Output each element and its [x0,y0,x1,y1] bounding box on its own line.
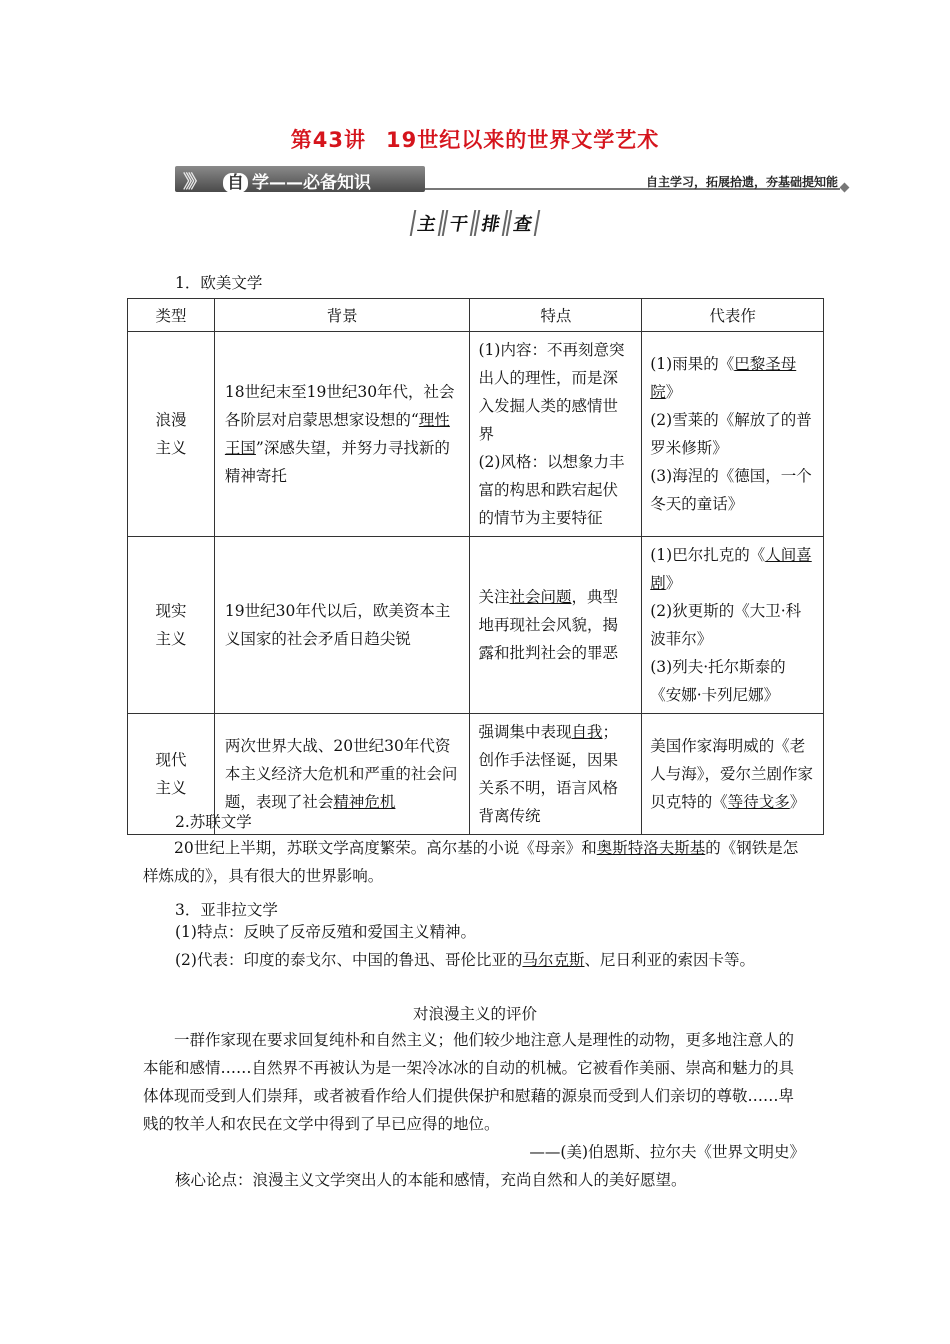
type-text: 浪漫 [155,411,187,429]
section-heading-1: 1．欧美文学 [175,274,263,292]
keyword: 理性王国 [224,411,450,457]
text: (1)雨果的《 [650,355,735,373]
paragraph-features: (1)特点：反映了反帝反殖和爱国主义精神。 [175,923,476,941]
table-header-row [128,299,824,332]
text: ；创作手法怪诞，因果关系不明，语言风格背离传统 [478,723,619,825]
literature-table [127,298,824,835]
review-body: 一群作家现在要求回复纯朴和自然主义；他们较少地注意人是理性的动物，更多地注意人的本能和感情……自然界不再被认为是一架冷冰冰的自动的机械。它被看作美丽、崇高和魅力的具体体现而受到人们崇拜，或者被看作给人们提供保护和慰藉的源泉而受到人们亲切的尊敬……卑贱的牧羊人和农民在文学中得到了早已应得的地位。 [143,1031,795,1133]
works-cell [642,714,824,835]
text: (3)列夫·托尔斯泰的《安娜·卡列尼娜》 [650,658,786,704]
column-header: 特点 [470,299,642,332]
subtitle-char: 干 [442,210,477,236]
text: (2)狄更斯的《大卫·科波菲尔》 [650,602,802,648]
text: 18世纪末至19世纪30年代，社会各阶层对启蒙思想家设想的“ [224,383,455,429]
text: (1)巴尔扎克的《 [650,546,766,564]
keyword: 自我 [571,723,603,741]
background-cell [214,714,470,835]
text: 》 [789,793,806,811]
subtitle-char: 排 [474,210,509,236]
type-cell [128,537,215,714]
text: ”深感失望，并努力寻找新的精神寄托 [224,439,450,485]
text: ，典型地再现社会风貌，揭露和批判社会的罪恶 [478,588,619,662]
type-text: 主义 [155,630,187,648]
background-cell [214,537,470,714]
keyword: 精神危机 [333,793,396,811]
paragraph-soviet [143,834,808,890]
review-title: 对浪漫主义的评价 [412,1005,537,1023]
works-cell [642,332,824,537]
text: (3)海涅的《德国，一个冬天的童话》 [650,467,812,513]
column-header: 类型 [128,299,215,332]
banner-slogan: 自主学习，拓展拾遗，夯基础提知能 [645,175,838,189]
keyword: 等待戈多 [727,793,790,811]
keyword: 巴黎圣母院 [650,355,797,401]
text: 》 [665,574,682,592]
paragraph-representatives [175,946,755,974]
lecture-topic: 19世纪以来的世界文学艺术 [386,128,660,152]
table-row [128,537,824,714]
keyword: 社会问题 [509,588,572,606]
page-title [0,124,950,154]
works-cell [642,537,824,714]
text: 19世纪30年代以后，欧美资本主义国家的社会矛盾日趋尖锐 [224,602,451,648]
type-text: 主义 [155,779,187,797]
text: 20世纪上半期，苏联文学高度繁荣。高尔基的小说《母亲》和 [174,839,597,857]
text: 美国作家海明威的《老人与海》，爱尔兰剧作家贝克特的《 [650,737,813,811]
background-cell [214,332,470,537]
review-source: ——(美)伯恩斯、拉尔夫《世界文明史》 [529,1143,805,1161]
type-cell [128,332,215,537]
type-text: 主义 [155,439,187,457]
text: 两次世界大战、20世纪30年代资本主义经济大危机和严重的社会问题，表现了社会 [224,737,458,811]
keyword: 奥斯特洛夫斯基 [596,839,706,857]
text: 关注 [478,588,510,606]
banner-text: 学——必备知识 [252,173,371,193]
keyword: 马尔克斯 [522,951,585,969]
table-row [128,332,824,537]
text: 强调集中表现 [478,723,572,741]
core-point: 核心论点：浪漫主义文学突出人的本能和感情，充尚自然和人的美好愿望。 [175,1171,687,1189]
text: 》 [665,383,682,401]
feature-cell [470,332,642,537]
text: 的《钢铁是怎样炼成的》，具有很大的世界影响。 [143,839,799,885]
feature-cell [470,714,642,835]
section-banner [175,166,425,192]
column-header: 代表作 [642,299,824,332]
column-header: 背景 [214,299,470,332]
feature-cell [470,537,642,714]
text: (2)风格：以想象力丰富的构思和跌宕起伏的情节为主要特征 [478,453,625,527]
lecture-number: 第43讲 [290,128,366,152]
banner-label [223,168,371,193]
type-text: 现代 [155,751,187,769]
section-heading-2: 2.苏联文学 [175,813,252,831]
text: (1)内容：不再刻意突出人的理性，而是深入发掘人类的感情世界 [478,341,625,443]
banner-char: 自 [223,173,248,193]
subtitle-char: 查 [506,210,541,236]
text: (2)雪莱的《解放了的普罗米修斯》 [650,411,812,457]
subtitle-char: 主 [410,210,445,236]
type-text: 现实 [155,602,187,620]
text: 、尼日利亚的索因卡等。 [584,951,755,969]
subtitle [0,210,950,236]
text: (2)代表：印度的泰戈尔、中国的鲁迅、哥伦比亚的 [175,951,523,969]
section-heading-3: 3．亚非拉文学 [175,901,278,919]
keyword: 人间喜剧 [650,546,812,592]
double-arrow-icon: 》》 [183,172,202,193]
